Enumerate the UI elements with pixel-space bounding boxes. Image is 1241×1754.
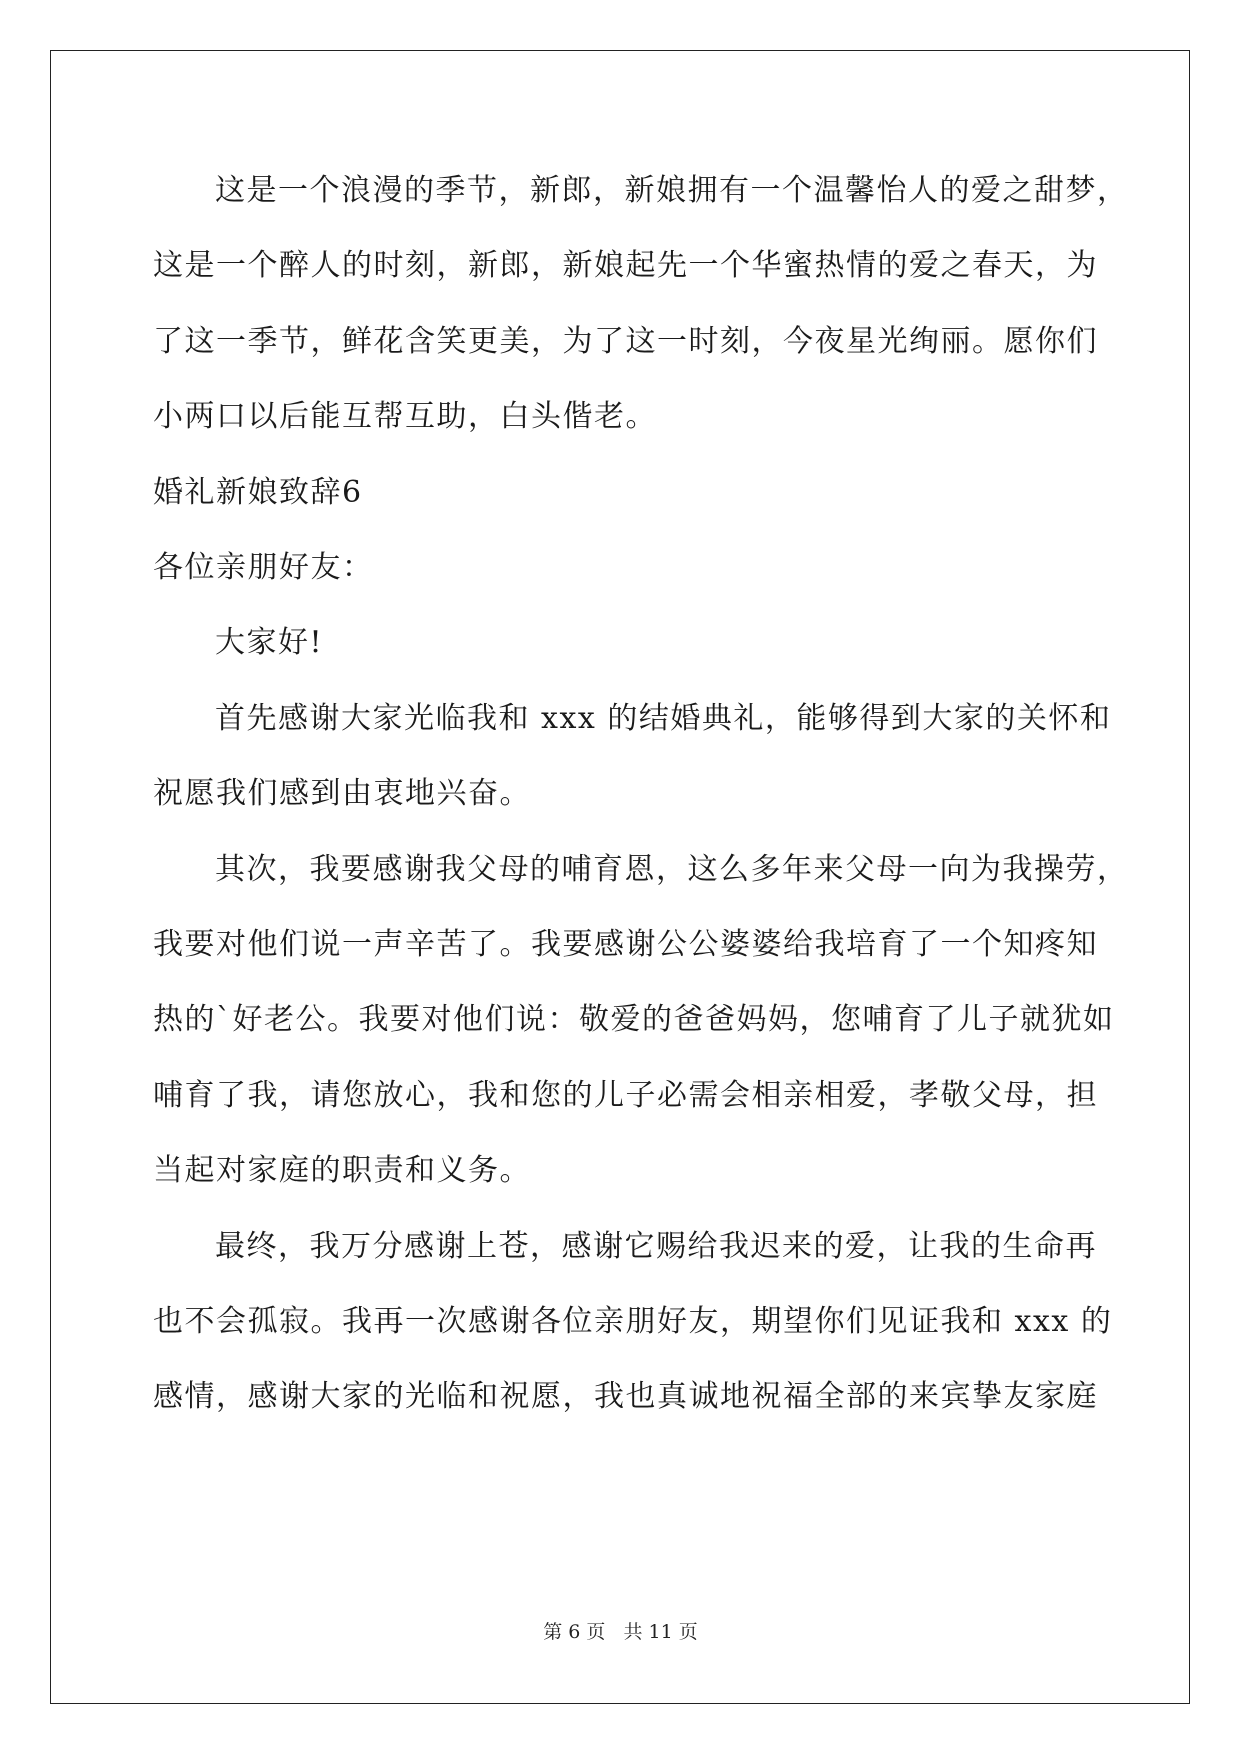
body-line: 最终，我万分感谢上苍，感谢它赐给我迟来的爱，让我的生命再 xyxy=(215,1229,1097,1264)
body-line: 其次，我要感谢我父母的哺育恩，这么多年来父母一向为我操劳， xyxy=(215,852,1129,887)
body-line: 当起对家庭的职责和义务。 xyxy=(153,1153,531,1188)
body-line: 感情，感谢大家的光临和祝愿，我也真诚地祝福全部的来宾挚友家庭 xyxy=(153,1379,1098,1414)
body-line: 这是一个醉人的时刻，新郎，新娘起先一个华蜜热情的爱之春天，为 xyxy=(153,248,1098,283)
body-line: 这是一个浪漫的季节，新郎，新娘拥有一个温馨怡人的爱之甜梦， xyxy=(215,173,1129,208)
body-line: 我要对他们说一声辛苦了。我要感谢公公婆婆给我培育了一个知疼知 xyxy=(153,927,1098,962)
page-number: 第 6 页 xyxy=(543,1621,606,1643)
page-footer xyxy=(0,1620,1241,1644)
section-heading: 婚礼新娘致辞6 xyxy=(153,475,363,510)
body-line: 祝愿我们感到由衷地兴奋。 xyxy=(153,776,531,811)
greeting: 大家好! xyxy=(215,625,324,660)
body-line: 小两口以后能互帮互助，白头偕老。 xyxy=(153,399,657,434)
body-line: 哺育了我，请您放心，我和您的儿子必需会相亲相爱，孝敬父母，担 xyxy=(153,1078,1098,1113)
body-line: 热的`好老公。我要对他们说：敬爱的爸爸妈妈，您哺育了儿子就犹如 xyxy=(153,1002,1115,1037)
salutation: 各位亲朋好友： xyxy=(153,550,374,585)
page-total: 共 11 页 xyxy=(623,1621,698,1643)
body-line: 首先感谢大家光临我和 xxx 的结婚典礼，能够得到大家的关怀和 xyxy=(215,701,1112,736)
body-line: 了这一季节，鲜花含笑更美，为了这一时刻，今夜星光绚丽。愿你们 xyxy=(153,324,1098,359)
body-line: 也不会孤寂。我再一次感谢各位亲朋好友，期望你们见证我和 xxx 的 xyxy=(153,1304,1113,1339)
